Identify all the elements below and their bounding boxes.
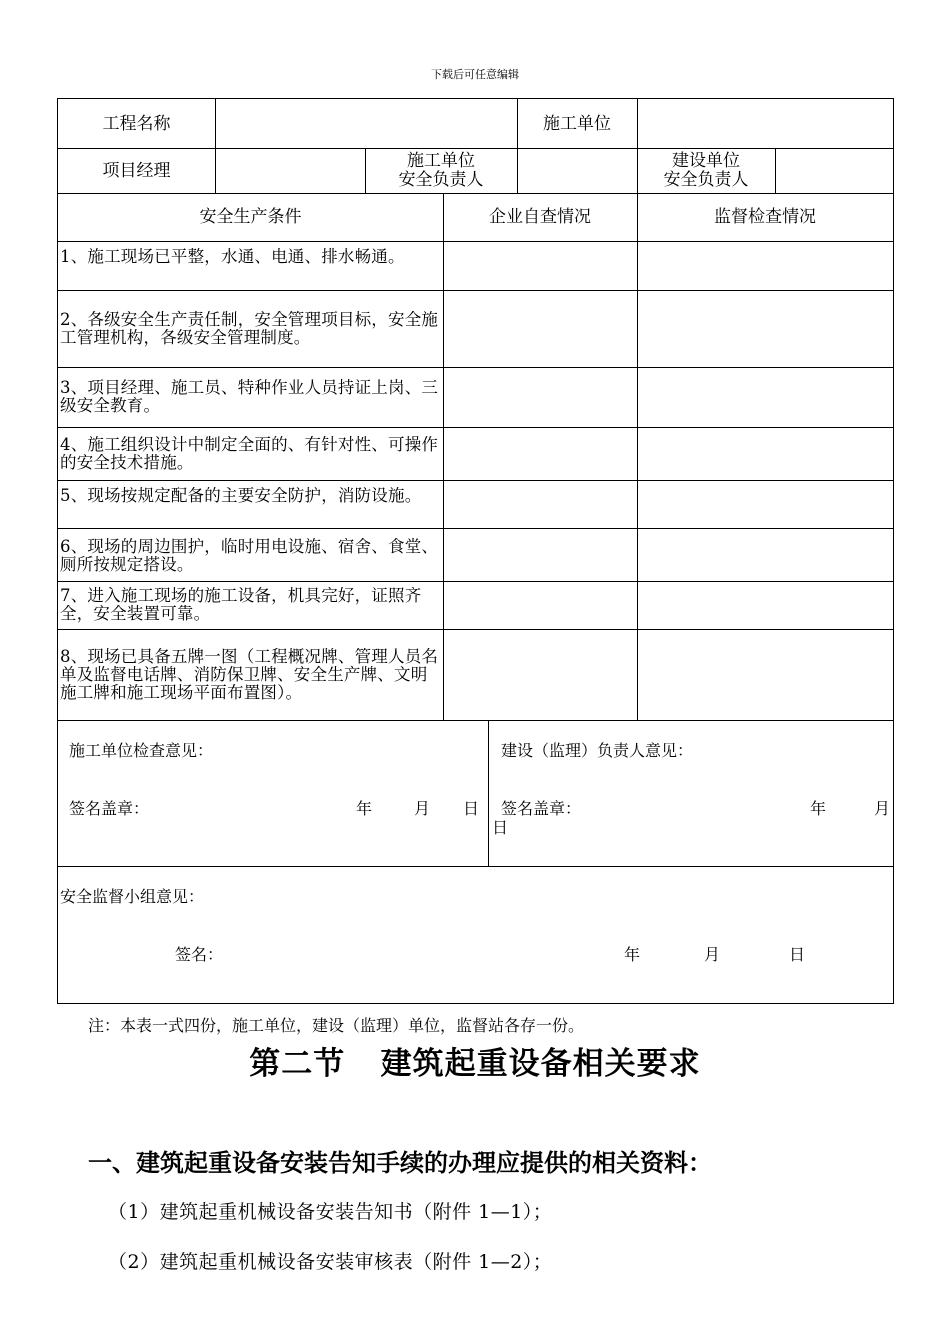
col-divider (215, 99, 216, 193)
row-divider (58, 427, 893, 428)
row-divider (58, 148, 893, 149)
group-opinion-label: 安全监督小组意见： (60, 887, 205, 906)
header-note: 下载后可任意编辑 (431, 68, 519, 81)
row-divider (58, 480, 893, 481)
condition-item: 3、项目经理、施工员、特种作业人员持证上岗、三级安全教育。 (60, 378, 439, 415)
table-footnote: 注：本表一式四份，施工单位，建设（监理）单位，监督站各存一份。 (88, 1016, 585, 1035)
row-divider (58, 193, 893, 194)
subsection-title: 一、建筑起重设备安装告知手续的办理应提供的相关资料： (88, 1148, 712, 1177)
day-label-left: 日 (463, 799, 480, 818)
condition-item: 1、施工现场已平整，水通、电通、排水畅通。 (60, 247, 405, 266)
project-manager-label: 项目经理 (102, 161, 171, 181)
month-label-left: 月 (414, 799, 431, 818)
seal-label-left: 签名盖章： (69, 799, 150, 818)
safety-check-table (57, 98, 894, 1004)
construction-unit-label: 施工单位 (543, 114, 611, 134)
row-divider (58, 528, 893, 529)
col-divider (443, 193, 444, 720)
col-divider (637, 99, 638, 148)
col-divider (517, 148, 518, 193)
list-item: （2）建筑起重机械设备安装审核表（附件 1—2）； (108, 1251, 553, 1273)
col-self-check-header: 企业自查情况 (489, 207, 591, 227)
row-divider (58, 720, 893, 721)
row-divider (58, 241, 893, 242)
col-supervision-header: 监督检查情况 (714, 207, 816, 227)
construction-unit-opinion-label: 施工单位检查意见： (69, 741, 214, 760)
month-label-bottom: 月 (704, 945, 721, 964)
row-divider (58, 866, 893, 867)
row-divider (58, 367, 893, 368)
col-divider (637, 193, 638, 720)
owner-opinion-label: 建设（监理）负责人意见： (501, 741, 694, 760)
construction-safety-label-1: 施工单位 (407, 151, 475, 171)
condition-item: 8、现场已具备五牌一图（工程概况牌、管理人员名单及监督电话牌、消防保卫牌、安全生产牌、文明施工牌和施工现场平面布置图）。 (60, 647, 439, 702)
condition-item: 6、现场的周边围护，临时用电设施、宿舍、食堂、厕所按规定搭设。 (60, 537, 439, 574)
condition-item: 7、进入施工现场的施工设备，机具完好，证照齐全，安全装置可靠。 (60, 586, 422, 623)
row-divider (58, 290, 893, 291)
condition-item: 4、施工组织设计中制定全面的、有针对性、可操作的安全技术措施。 (60, 435, 439, 472)
day-label-right: 日 (492, 818, 509, 837)
col-divider (775, 148, 776, 193)
col-divider (488, 720, 489, 866)
sign-label: 签名： (175, 945, 224, 964)
year-label-right: 年 (810, 799, 827, 818)
row-divider (58, 629, 893, 630)
project-name-label: 工程名称 (102, 114, 171, 134)
row-divider (58, 581, 893, 582)
condition-item: 5、现场按规定配备的主要安全防护，消防设施。 (60, 486, 422, 505)
seal-label-right: 签名盖章： (501, 799, 582, 818)
month-label-right: 月 (874, 799, 891, 818)
condition-item: 2、各级安全生产责任制，安全管理项目标，安全施工管理机构，各级安全管理制度。 (60, 310, 439, 347)
year-label-bottom: 年 (624, 945, 641, 964)
day-label-bottom: 日 (789, 945, 806, 964)
year-label-left: 年 (356, 799, 373, 818)
owner-safety-label-1: 建设单位 (672, 151, 740, 171)
col-conditions-header: 安全生产条件 (199, 207, 302, 227)
construction-safety-label-2: 安全负责人 (398, 170, 484, 190)
section-title: 第二节 建筑起重设备相关要求 (249, 1046, 701, 1082)
list-item: （1）建筑起重机械设备安装告知书（附件 1—1）； (108, 1201, 553, 1223)
owner-safety-label-2: 安全负责人 (663, 170, 749, 190)
